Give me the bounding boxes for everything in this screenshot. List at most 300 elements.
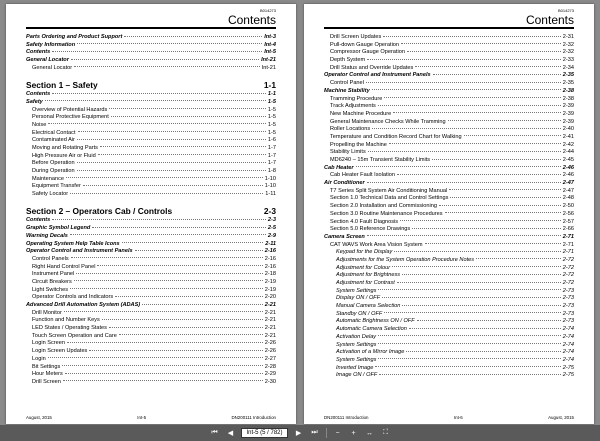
toc-entry-title: Safety Locator — [32, 191, 69, 198]
toc-entry-title: Operating System Help Table Icons — [26, 240, 120, 247]
dot-leader — [445, 212, 561, 213]
toc-entry-page: 2-11 — [265, 240, 276, 247]
toc-entry-page: 2-5 — [267, 225, 276, 232]
toc-entry-page: Int-3 — [264, 34, 276, 40]
dot-leader — [77, 43, 262, 44]
toc-entry[interactable] — [26, 302, 276, 310]
toc-entry[interactable] — [324, 65, 574, 73]
toc-entry[interactable] — [26, 225, 276, 233]
toc-entry-title: Safety — [26, 98, 43, 105]
toc-entry[interactable] — [26, 264, 276, 272]
dot-leader — [142, 304, 263, 305]
dot-leader — [64, 311, 263, 312]
toc-entry[interactable] — [324, 180, 574, 188]
toc-entry[interactable] — [26, 248, 276, 256]
dot-leader — [384, 97, 560, 98]
toc-entry-page: 1-11 — [265, 191, 276, 198]
dot-leader — [378, 358, 560, 359]
toc-entry[interactable] — [324, 249, 574, 257]
toc-entry-page: 2-42 — [562, 141, 574, 148]
toc-entry[interactable] — [26, 137, 276, 145]
dot-leader — [98, 154, 266, 155]
toc-entry-title: Drill Screen Updates — [330, 34, 382, 40]
toc-entry[interactable] — [26, 183, 276, 191]
toc-entry-title: Manual Camera Selection — [336, 303, 401, 310]
toc-entry[interactable] — [26, 217, 276, 225]
toc-entry[interactable] — [26, 168, 276, 176]
dot-leader — [52, 219, 266, 220]
toc-entry-page: 2-74 — [562, 356, 574, 363]
toc-entry[interactable] — [26, 325, 276, 333]
toc-entry-title: Graphic Symbol Legend — [26, 225, 91, 232]
toc-entry[interactable] — [324, 303, 574, 311]
toc-entry[interactable] — [26, 310, 276, 318]
toc-entry-title: System Settings — [336, 341, 377, 348]
fit-width-icon[interactable]: ↔ — [366, 429, 374, 437]
toc-entry[interactable] — [324, 134, 574, 142]
toc-entry-title: Personal Protective Equipment — [32, 114, 109, 121]
toc-entry-title: Automatic Camera Selection — [336, 326, 407, 333]
dot-leader — [402, 305, 560, 306]
dot-leader — [402, 274, 561, 275]
toc-entry[interactable] — [324, 257, 574, 265]
toc-entry-page: Int-21 — [261, 64, 276, 71]
toolbar-separator — [326, 428, 327, 438]
toc-entry-page: 2-19 — [264, 278, 276, 285]
dot-leader — [45, 100, 266, 101]
toc-entry[interactable] — [324, 326, 574, 334]
dot-leader — [67, 342, 263, 343]
first-page-icon[interactable]: ⏮ — [211, 429, 218, 436]
toc-entry[interactable] — [324, 295, 574, 303]
toc-entry-page: 2-72 — [562, 272, 574, 279]
toc-entry-page: 1-10 — [264, 175, 276, 182]
toc-entry-page: 2-41 — [562, 133, 574, 140]
dot-leader — [450, 197, 560, 198]
toc-entry-title: Instrument Panel — [32, 271, 75, 278]
toc-entry-page: 2-66 — [562, 226, 574, 233]
dot-leader — [83, 185, 263, 186]
toc-entry-page: 2-27 — [264, 355, 276, 362]
toc-entry-title: Display ON / OFF — [336, 295, 381, 302]
dot-leader — [393, 112, 561, 113]
toc-entry-page: 2-75 — [562, 372, 574, 379]
toc-list — [324, 34, 574, 380]
toc-entry-title: High Pressure Air or Fluid — [32, 152, 96, 159]
toc-entry[interactable] — [26, 160, 276, 168]
toc-entry-title: Camera Screen — [324, 233, 365, 240]
toc-entry-page: 2-71 — [562, 249, 574, 256]
toc-entry-title: Light Switches — [32, 286, 69, 293]
toc-entry-title: Login Screen — [32, 340, 65, 347]
toc-entry-title: Login — [32, 355, 46, 362]
toc-entry[interactable] — [324, 203, 574, 211]
toc-entry-page: 1-1 — [263, 80, 276, 91]
dot-leader — [397, 282, 561, 283]
toc-entry[interactable] — [26, 233, 276, 241]
toc-entry-page: 2-16 — [264, 248, 276, 255]
toc-entry-page: 1-7 — [267, 160, 276, 167]
dot-leader — [367, 182, 561, 183]
toc-entry-title: Drill Monitor — [32, 309, 62, 316]
toc-entry[interactable] — [26, 348, 276, 356]
toc-entry[interactable] — [26, 333, 276, 341]
toc-entry-title: LED States / Operating States — [32, 325, 107, 332]
toc-entry-title: Machine Stability — [324, 87, 370, 94]
footer-page-number: Int-6 — [453, 415, 463, 420]
toc-entry-title: Warning Decals — [26, 232, 68, 239]
toc-entry[interactable] — [26, 49, 276, 57]
toc-entry-title: Propelling the Machine — [330, 141, 387, 148]
toc-entry-page: 2-16 — [264, 263, 276, 270]
dot-leader — [367, 59, 561, 60]
toc-entry[interactable] — [324, 195, 574, 203]
toc-entry-title: Electrical Contact — [32, 129, 76, 136]
toc-entry[interactable] — [324, 96, 574, 104]
dot-leader — [111, 116, 266, 117]
toc-entry-title: Login Screen Updates — [32, 348, 88, 355]
toc-entry-title: Safety Information — [26, 41, 76, 48]
left-page — [6, 4, 296, 424]
toc-entry-title: Hour Meters — [32, 371, 63, 378]
toc-entry-title: Cab Heater — [324, 164, 354, 171]
toc-entry[interactable] — [324, 211, 574, 219]
toc-entry-title: Track Adjustments — [330, 103, 376, 110]
toc-entry-title: Right Hand Control Panel — [32, 263, 96, 270]
toc-entry[interactable] — [324, 49, 574, 57]
title-rule — [26, 27, 276, 29]
toc-entry[interactable] — [324, 342, 574, 350]
dot-leader — [439, 205, 561, 206]
toc-entry-page: 2-21 — [264, 332, 276, 339]
toc-entry[interactable] — [324, 280, 574, 288]
toc-entry-title: Moving and Rotating Parts — [32, 144, 98, 151]
toc-entry[interactable] — [324, 111, 574, 119]
toc-entry-page: 2-73 — [562, 310, 574, 317]
toc-entry[interactable] — [324, 334, 574, 342]
page-footer — [324, 415, 574, 420]
toc-entry[interactable] — [324, 226, 574, 234]
page-indicator[interactable]: Int-5 (5 / 782) — [241, 428, 287, 438]
toc-entry-title: Contents — [26, 91, 51, 98]
toc-entry-title: Drill Status and Override Updates — [330, 64, 414, 71]
toc-entry-title: Standby ON / OFF — [336, 310, 383, 317]
toc-entry-title: Cab Heater Fault Isolation — [330, 172, 395, 179]
dot-leader — [392, 266, 561, 267]
toc-entry[interactable] — [324, 265, 574, 273]
toc-entry-page: 1-5 — [267, 114, 276, 121]
toc-entry-page: 2-74 — [562, 341, 574, 348]
toc-entry-title: Function and Number Keys — [32, 317, 100, 324]
toc-entry[interactable] — [26, 379, 276, 387]
dot-leader — [109, 108, 266, 109]
toc-entry-title: Activation Delay — [336, 333, 377, 340]
toc-entry-title: Control Panels — [32, 255, 69, 262]
toc-entry[interactable] — [26, 371, 276, 379]
toc-entry[interactable] — [26, 145, 276, 153]
toc-entry[interactable] — [324, 72, 574, 80]
next-page-icon[interactable]: ▶ — [295, 430, 302, 437]
toc-entry-page: 2-74 — [562, 349, 574, 356]
toc-entry-title: Air Conditioner — [324, 180, 365, 187]
toc-entry[interactable] — [324, 57, 574, 65]
toc-entry-page: 2-9 — [267, 232, 276, 239]
toc-list — [26, 34, 276, 387]
toc-entry[interactable] — [324, 172, 574, 180]
toc-entry[interactable] — [324, 372, 574, 380]
toc-entry[interactable] — [26, 130, 276, 138]
toc-entry-page: Int-4 — [264, 41, 276, 48]
toc-entry-title: Overview of Potential Hazards — [32, 106, 108, 113]
toc-entry[interactable] — [324, 242, 574, 250]
toc-entry[interactable] — [324, 365, 574, 373]
toc-entry-page: 1-1 — [267, 91, 276, 98]
toc-entry-page: 2-72 — [562, 280, 574, 286]
toc-entry[interactable] — [324, 357, 574, 365]
toc-entry-title: During Operation — [32, 168, 75, 174]
dot-leader — [124, 36, 262, 37]
dot-leader — [368, 151, 561, 152]
toc-entry-page: 2-50 — [562, 203, 574, 210]
dot-leader — [122, 242, 264, 243]
toc-entry[interactable] — [324, 311, 574, 319]
toc-entry[interactable] — [324, 149, 574, 157]
toc-entry-title: Circuit Breakers — [32, 278, 72, 285]
toc-entry-page: 2-26 — [264, 340, 276, 347]
toc-entry-page: 2-73 — [562, 303, 574, 310]
toc-entry-page: 2-30 — [264, 378, 276, 385]
toc-entry-title: Parts Ordering and Product Support — [26, 34, 123, 40]
toc-entry[interactable] — [324, 234, 574, 242]
toc-spacer — [26, 199, 276, 207]
dot-leader — [74, 280, 263, 281]
zoom-in-icon[interactable]: + — [351, 429, 356, 437]
toc-entry[interactable] — [26, 122, 276, 130]
toc-entry[interactable] — [26, 279, 276, 287]
title-rule — [324, 27, 574, 29]
toc-entry-title: Touch Screen Operation and Care — [32, 332, 117, 339]
dot-leader — [432, 159, 561, 160]
toc-entry[interactable] — [324, 103, 574, 111]
toc-entry-page: 2-39 — [562, 118, 574, 125]
toc-entry-title: Drill Screen — [32, 378, 61, 385]
dot-leader — [389, 143, 561, 144]
toc-entry-page: 1-5 — [267, 121, 276, 128]
toc-entry[interactable] — [324, 288, 574, 296]
dot-leader — [76, 273, 263, 274]
toc-entry-page: 2-34 — [562, 64, 574, 71]
toc-entry-page: 2-32 — [562, 49, 574, 56]
dot-leader — [407, 51, 561, 52]
dot-leader — [356, 166, 561, 167]
toc-entry-page: 2-38 — [562, 87, 574, 94]
dot-leader — [378, 289, 560, 290]
page-title: Contents — [525, 13, 574, 27]
toc-entry[interactable] — [26, 241, 276, 249]
toc-entry-page: 1-6 — [267, 137, 276, 144]
toc-entry[interactable] — [26, 271, 276, 279]
dot-leader — [476, 258, 561, 259]
dot-leader — [375, 366, 560, 367]
toc-entry-title: System Settings — [336, 287, 377, 294]
toc-entry[interactable] — [324, 142, 574, 150]
dot-leader — [77, 170, 266, 171]
toc-spacer — [26, 72, 276, 80]
toc-entry-page: 2-44 — [562, 149, 574, 156]
toc-entry-title: Maintenance — [32, 175, 65, 182]
zoom-out-icon[interactable]: − — [335, 429, 340, 437]
toc-entry-page: 2-29 — [264, 371, 276, 378]
toc-entry-page: 1-7 — [267, 152, 276, 159]
fullscreen-icon[interactable]: ⛶ — [383, 429, 388, 436]
toc-entry[interactable] — [26, 99, 276, 107]
dot-leader — [109, 327, 263, 328]
toc-entry[interactable] — [26, 191, 276, 199]
toc-entry[interactable] — [26, 153, 276, 161]
toc-entry-page: 2-35 — [562, 72, 574, 79]
right-page — [304, 4, 594, 424]
toc-entry-title: Operator Control and Instrument Panels — [26, 248, 133, 255]
toc-entry-title: Equipment Transfer — [32, 183, 81, 190]
dot-leader — [433, 74, 561, 75]
dot-leader — [63, 380, 263, 381]
toc-section-heading[interactable] — [26, 80, 276, 91]
dot-leader — [74, 66, 260, 67]
toc-entry-page: 2-46 — [562, 172, 574, 179]
toc-entry[interactable] — [26, 256, 276, 264]
toc-entry[interactable] — [324, 119, 574, 127]
toc-entry-page: 1-10 — [264, 183, 276, 190]
toc-entry-title: Compressor Gauge Operation — [330, 49, 405, 56]
dot-leader — [378, 105, 561, 106]
toc-entry-page: 2-74 — [562, 333, 574, 340]
dot-leader — [100, 146, 266, 147]
toc-entry[interactable] — [26, 364, 276, 372]
toc-entry-page: 2-47 — [562, 187, 574, 194]
toc-entry-page: 2-73 — [562, 295, 574, 302]
toc-entry-page: 1-5 — [267, 98, 276, 105]
prev-page-icon[interactable]: ◀ — [227, 430, 234, 437]
dot-leader — [65, 373, 263, 374]
document-number: B014273 — [557, 8, 574, 13]
toc-entry-page: 2-19 — [264, 286, 276, 293]
toc-entry[interactable] — [26, 294, 276, 302]
toc-entry[interactable] — [324, 88, 574, 96]
toc-entry-page: 2-21 — [264, 302, 276, 308]
toc-entry-page: 2-46 — [562, 164, 574, 171]
toc-entry[interactable] — [324, 165, 574, 173]
toc-entry[interactable] — [324, 157, 574, 165]
toc-entry-title: Activation of a Mirror Image — [336, 349, 405, 356]
toc-entry-page: 2-21 — [264, 309, 276, 316]
footer-page-number: Int-5 — [137, 415, 147, 420]
toc-entry-title: General Maintenance Checks While Tramming — [330, 118, 446, 125]
toc-entry-title: Stability Limits — [330, 149, 366, 156]
toc-section-heading[interactable] — [26, 206, 276, 217]
dot-leader — [135, 250, 263, 251]
dot-leader — [102, 319, 263, 320]
toc-entry[interactable] — [324, 219, 574, 227]
toc-entry-page: 2-75 — [562, 364, 574, 371]
dot-leader — [92, 227, 266, 228]
dot-leader — [417, 320, 561, 321]
toc-entry[interactable] — [324, 188, 574, 196]
toc-entry[interactable] — [26, 57, 276, 65]
toc-entry[interactable] — [26, 34, 276, 42]
toc-entry[interactable] — [324, 42, 574, 50]
toc-entry-title: Section 1.0 Technical Data and Control Settings — [330, 195, 449, 202]
document-number: B014273 — [259, 8, 276, 13]
toc-entry-page: 2-39 — [562, 103, 574, 110]
toc-entry[interactable] — [324, 126, 574, 134]
dot-leader — [48, 357, 263, 358]
toc-entry-title: Before Operation — [32, 160, 75, 167]
dot-leader — [119, 334, 263, 335]
toc-entry-title: Advanced Drill Automation System (ADAS) — [26, 302, 141, 308]
toc-entry-page: 2-20 — [264, 294, 276, 301]
dot-leader — [372, 89, 561, 90]
toc-entry-title: Roller Locations — [330, 126, 371, 133]
toc-entry-page: 2-38 — [562, 95, 574, 102]
toc-entry[interactable] — [324, 318, 574, 326]
toc-entry[interactable] — [26, 340, 276, 348]
toc-entry[interactable] — [26, 114, 276, 122]
toc-entry[interactable] — [26, 65, 276, 73]
toc-entry-title: Inverted Image — [336, 364, 374, 371]
toc-entry-title: Contents — [26, 49, 51, 56]
toc-entry-title: Adjustment for Contrast — [336, 280, 395, 286]
toc-entry[interactable] — [26, 42, 276, 50]
dot-leader — [379, 374, 560, 375]
toc-entry[interactable] — [26, 91, 276, 99]
toc-entry-title: MD6240 – 15m Transient Stability Limits — [330, 157, 431, 163]
dot-leader — [70, 234, 266, 235]
toc-entry-title: Contents — [26, 217, 51, 224]
toc-entry[interactable] — [26, 107, 276, 115]
toc-entry[interactable] — [324, 272, 574, 280]
last-page-icon[interactable]: ⏭ — [311, 429, 318, 436]
dot-leader — [406, 351, 560, 352]
dot-leader — [415, 66, 560, 67]
dot-leader — [400, 220, 561, 221]
dot-leader — [394, 251, 561, 252]
toc-entry-title: New Machine Procedure — [330, 110, 392, 117]
toc-entry[interactable] — [26, 317, 276, 325]
page-title: Contents — [227, 13, 276, 27]
toc-entry-page: 2-33 — [562, 57, 574, 64]
dot-leader — [378, 335, 561, 336]
dot-leader — [382, 297, 561, 298]
page-footer — [26, 415, 276, 420]
toc-entry[interactable] — [324, 80, 574, 88]
footer-date: August, 2015 — [26, 415, 52, 420]
dot-leader — [425, 243, 561, 244]
toc-entry[interactable] — [324, 349, 574, 357]
toc-entry-title: System Settings — [336, 356, 377, 363]
viewer-toolbar — [0, 425, 600, 441]
toc-entry[interactable] — [26, 287, 276, 295]
dot-leader — [384, 312, 560, 313]
toc-entry-page: 2-26 — [264, 348, 276, 355]
dot-leader — [372, 128, 561, 129]
toc-entry[interactable] — [26, 356, 276, 364]
dot-leader — [97, 265, 262, 266]
toc-entry-title: Section 5.0 Reference Drawings — [330, 226, 411, 233]
toc-entry[interactable] — [26, 176, 276, 184]
toc-entry[interactable] — [324, 34, 574, 42]
toc-entry-title: General Locator — [32, 64, 73, 71]
toc-entry-page: 2-16 — [264, 255, 276, 262]
